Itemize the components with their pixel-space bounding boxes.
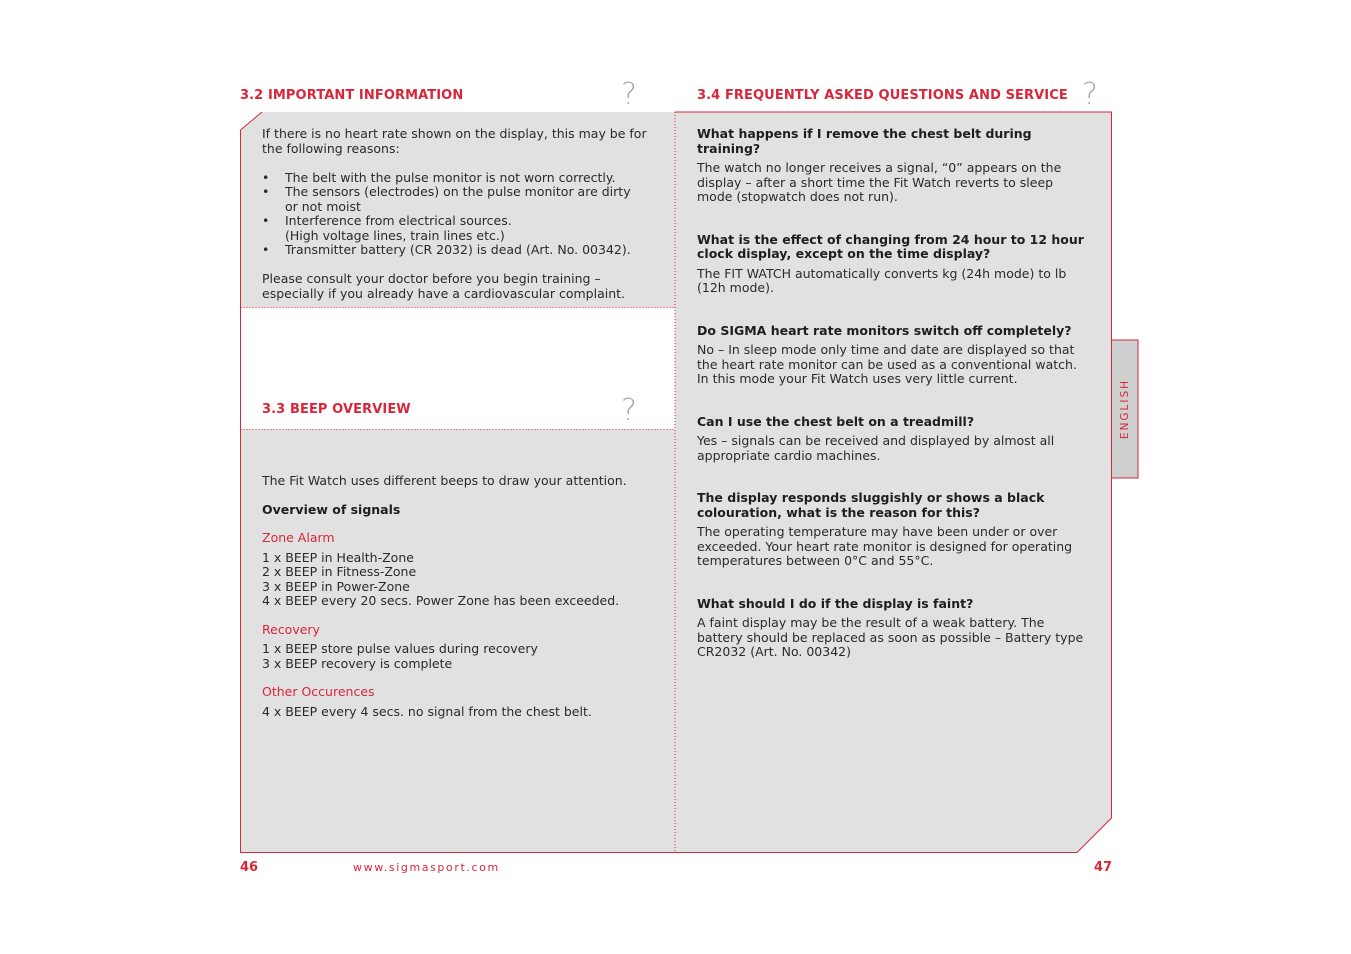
faq-answer: Yes – signals can be received and displayed by almost all appropriate cardio machines. — [697, 433, 1055, 463]
reasons-list — [262, 171, 662, 258]
page-number-right: 47 — [1094, 860, 1113, 875]
beep-line: 1 x BEEP in Health-Zone — [262, 549, 414, 565]
beep-line: 4 x BEEP every 20 secs. Power Zone has been exceeded. — [262, 593, 620, 608]
important-content — [262, 127, 662, 301]
beep-subtitle: Overview of signals — [262, 501, 401, 517]
beep-line: 4 x BEEP every 4 secs. no signal from the chest belt. — [262, 703, 592, 719]
other-heading: Other Occurences — [262, 684, 375, 699]
beep-line: 3 x BEEP in Power-Zone — [262, 578, 410, 594]
zone-alarm-lines — [262, 551, 662, 609]
faq-list — [697, 127, 1087, 688]
help-icon: ? — [621, 393, 637, 428]
language-tab — [1112, 340, 1138, 478]
beep-line: 2 x BEEP in Fitness-Zone — [262, 564, 417, 579]
other-lines — [262, 705, 662, 720]
faq-question: What happens if I remove the chest belt during training? — [697, 126, 1032, 156]
faq-item — [697, 597, 1087, 660]
faq-answer: The operating temperature may have been under or over exceeded. Your heart rate monitor is designed for operating temperatures between 0°C and 55°C. — [697, 524, 1073, 568]
faq-answer: The watch no longer receives a signal, “0” appears on the display – after a short time the Fit Watch reverts to sleep mode (stopwatch does not run). — [697, 160, 1062, 204]
beep-content — [262, 474, 662, 719]
faq-item — [697, 324, 1087, 387]
help-icon: ? — [621, 77, 637, 112]
beep-line: 1 x BEEP store pulse values during recovery — [262, 641, 538, 656]
faq-item — [697, 415, 1087, 464]
reason-item: • Interference from electrical sources. (High voltage lines, train lines etc.) — [262, 214, 662, 243]
beep-line: 3 x BEEP recovery is complete — [262, 655, 453, 671]
beep-title: 3.3 BEEP OVERVIEW — [262, 402, 411, 417]
reason-item: • The sensors (electrodes) on the pulse monitor are dirty or not moist — [262, 185, 662, 214]
help-icon: ? — [1082, 77, 1098, 112]
page-number-left: 46 — [240, 860, 259, 875]
faq-question: What should I do if the display is faint? — [697, 595, 974, 611]
important-advice: Please consult your doctor before you begin training – especially if you already have a cardiovascular complaint. — [262, 271, 626, 301]
language-tab-label: ENGLISH — [1119, 378, 1131, 440]
beep-intro: The Fit Watch uses different beeps to draw your attention. — [262, 473, 627, 488]
reason-item: • Transmitter battery (CR 2032) is dead (Art. No. 00342). — [262, 243, 662, 258]
recovery-heading: Recovery — [262, 621, 320, 637]
faq-title: 3.4 FREQUENTLY ASKED QUESTIONS AND SERVICE — [697, 88, 1068, 103]
faq-answer: The FIT WATCH automatically converts kg (24h mode) to lb (12h mode). — [697, 265, 1067, 295]
faq-item — [697, 127, 1087, 205]
faq-answer: A faint display may be the result of a weak battery. The battery should be replaced as soon as possible – Battery type CR2032 (Art. No. 00342) — [697, 615, 1084, 659]
faq-question: Do SIGMA heart rate monitors switch off completely? — [697, 322, 1072, 338]
faq-question: What is the effect of changing from 24 hour to 12 hour clock display, except on the time display? — [697, 231, 1084, 261]
faq-question: The display responds sluggishly or shows a black colouration, what is the reason for this? — [697, 490, 1045, 520]
faq-item — [697, 233, 1087, 296]
zone-alarm-heading: Zone Alarm — [262, 530, 335, 545]
faq-item — [697, 491, 1087, 569]
website-link[interactable]: www.sigmasport.com — [353, 861, 500, 874]
faq-question: Can I use the chest belt on a treadmill? — [697, 413, 975, 429]
reason-item: • The belt with the pulse monitor is not worn correctly. — [262, 171, 662, 186]
faq-answer: No – In sleep mode only time and date are displayed so that the heart rate monitor can be used as a conventional watch. In this mode your Fit Watch uses very little current. — [697, 342, 1077, 386]
important-title: 3.2 IMPORTANT INFORMATION — [240, 88, 464, 103]
important-intro: If there is no heart rate shown on the display, this may be for the following reasons: — [262, 126, 647, 156]
recovery-lines — [262, 642, 662, 671]
